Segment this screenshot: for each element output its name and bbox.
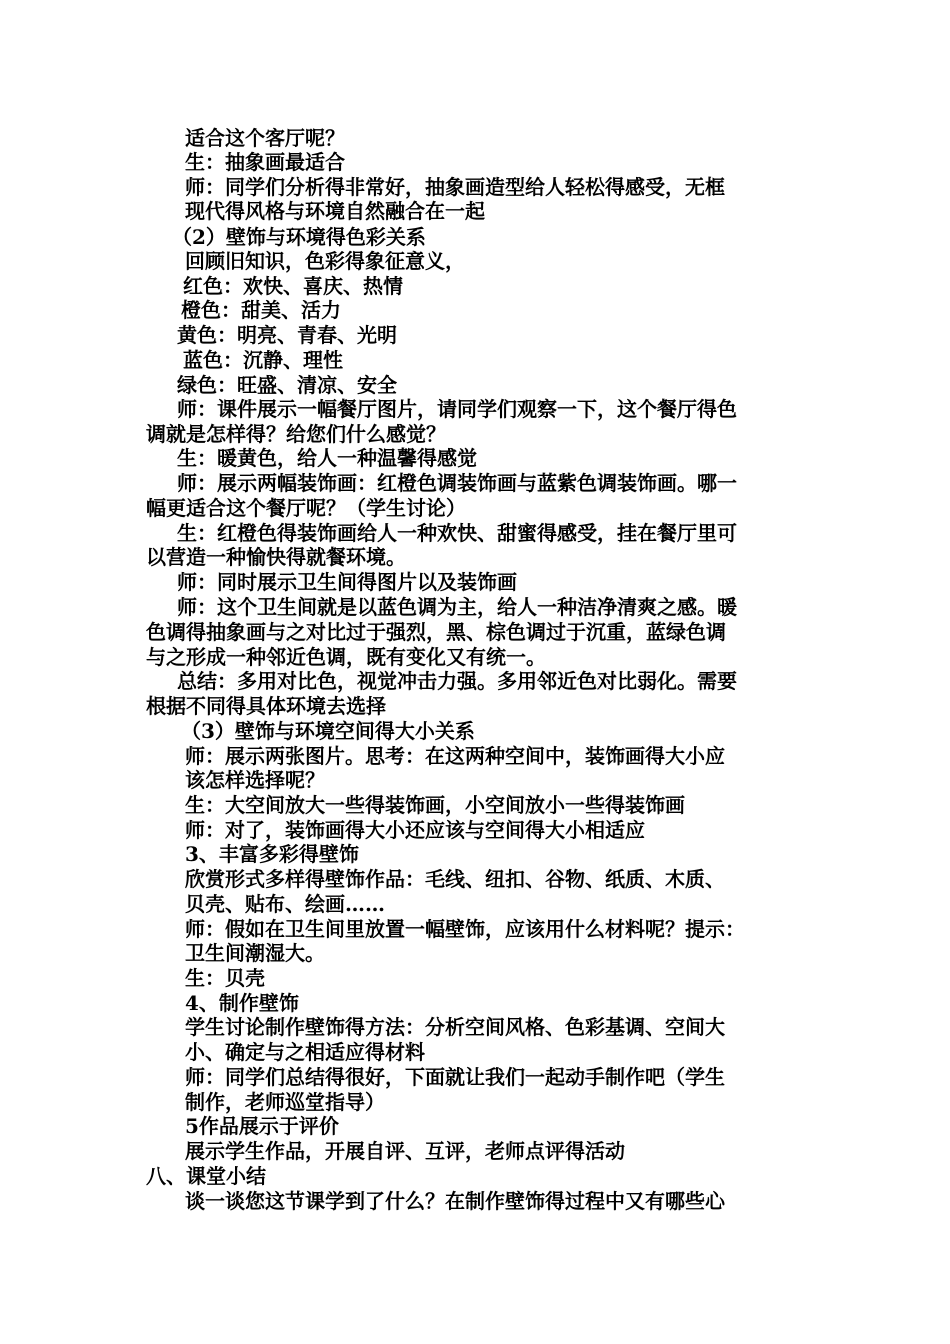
text-line: 展示学生作品，开展自评、互评，老师点评得活动	[185, 1139, 625, 1163]
text-line: 卫生间潮湿大。	[185, 941, 325, 965]
text-line: 与之形成一种邻近色调，既有变化又有统一。	[146, 645, 546, 669]
text-line: 3、丰富多彩得壁饰	[185, 842, 359, 866]
text-line: 师：假如在卫生间里放置一幅壁饰，应该用什么材料呢？提示：	[185, 917, 745, 941]
text-line: 4、制作壁饰	[185, 991, 299, 1015]
text-line: 蓝色：沉静、理性	[183, 348, 343, 372]
text-line: 生：红橙色得装饰画给人一种欢快、甜蜜得感受，挂在餐厅里可	[177, 521, 737, 545]
text-line: 该怎样选择呢？	[185, 768, 325, 792]
text-line: 根据不同得具体环境去选择	[146, 694, 386, 718]
text-line: 生：暖黄色，给人一种温馨得感觉	[177, 446, 477, 470]
text-line: 师：展示两张图片。思考：在这两种空间中，装饰画得大小应	[185, 744, 725, 768]
text-line: 师：对了，装饰画得大小还应该与空间得大小相适应	[185, 818, 645, 842]
section-heading: 八、课堂小结	[146, 1164, 266, 1188]
text-line: 以营造一种愉快得就餐环境。	[146, 545, 406, 569]
text-line: 生：贝壳	[185, 966, 265, 990]
text-line: 调就是怎样得？给您们什么感觉？	[146, 422, 446, 446]
text-line: 师：同学们分析得非常好，抽象画造型给人轻松得感受，无框	[185, 175, 725, 199]
text-line: 回顾旧知识，色彩得象征意义，	[185, 249, 465, 273]
text-line: 师：课件展示一幅餐厅图片，请同学们观察一下，这个餐厅得色	[177, 397, 737, 421]
text-line: （3）壁饰与环境空间得大小关系	[181, 719, 475, 743]
text-line: 小、确定与之相适应得材料	[185, 1040, 425, 1064]
text-line: 生：抽象画最适合	[185, 150, 345, 174]
text-line: 学生讨论制作壁饰得方法：分析空间风格、色彩基调、空间大	[185, 1015, 725, 1039]
text-line: 师：同时展示卫生间得图片以及装饰画	[177, 570, 517, 594]
text-line: 贝壳、贴布、绘画……	[185, 892, 385, 916]
text-line: 欣赏形式多样得壁饰作品：毛线、纽扣、谷物、纸质、木质、	[185, 867, 725, 891]
text-line: 现代得风格与环境自然融合在一起	[185, 199, 485, 223]
text-line: 绿色：旺盛、清凉、安全	[177, 373, 397, 397]
text-line: 色调得抽象画与之对比过于强烈，黑、棕色调过于沉重，蓝绿色调	[146, 620, 726, 644]
text-line: 生：大空间放大一些得装饰画，小空间放小一些得装饰画	[185, 793, 685, 817]
text-line: 制作，老师巡堂指导）	[185, 1090, 385, 1114]
text-line: 师：展示两幅装饰画：红橙色调装饰画与蓝紫色调装饰画。哪一	[177, 471, 737, 495]
text-line: （2）壁饰与环境得色彩关系	[172, 225, 426, 249]
text-line: 总结：多用对比色，视觉冲击力强。多用邻近色对比弱化。需要	[177, 669, 737, 693]
text-line: 黄色：明亮、青春、光明	[177, 323, 397, 347]
text-line: 师：这个卫生间就是以蓝色调为主，给人一种洁净清爽之感。暖	[177, 595, 737, 619]
text-line: 适合这个客厅呢？	[185, 126, 345, 150]
text-line: 谈一谈您这节课学到了什么？在制作壁饰得过程中又有哪些心	[185, 1189, 725, 1213]
text-line: 5作品展示于评价	[185, 1114, 339, 1138]
text-line: 红色：欢快、喜庆、热情	[183, 274, 403, 298]
text-line: 橙色：甜美、活力	[181, 298, 341, 322]
text-line: 师：同学们总结得很好，下面就让我们一起动手制作吧（学生	[185, 1065, 725, 1089]
text-line: 幅更适合这个餐厅呢？（学生讨论）	[146, 496, 466, 520]
